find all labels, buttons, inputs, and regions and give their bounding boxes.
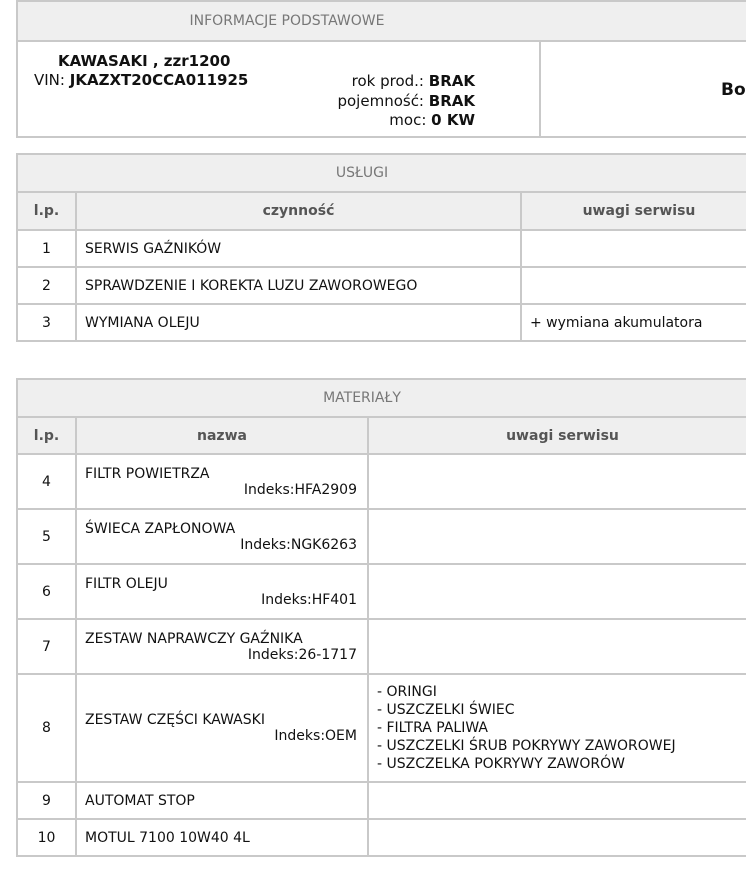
vin-line: [34, 71, 248, 89]
moc-value: 0 KW: [431, 111, 475, 129]
row-lp: 10: [17, 819, 76, 856]
table-row: [17, 564, 746, 619]
row-name: [76, 564, 368, 619]
rok-label: rok prod.:: [351, 72, 424, 90]
table-row: [17, 304, 746, 341]
table-row: [17, 230, 746, 267]
row-note: [521, 267, 746, 304]
material-index: Indeks:HF401: [261, 591, 357, 608]
col-czynnosc: czynność: [76, 192, 521, 230]
poj-value: BRAK: [428, 91, 475, 110]
col-lp: l.p.: [17, 417, 76, 454]
row-lp: 2: [17, 267, 76, 304]
table-row: [17, 782, 746, 819]
vehicle-specs: [337, 72, 475, 131]
row-name: [76, 619, 368, 674]
row-name: [76, 674, 368, 782]
row-lp: 1: [17, 230, 76, 267]
materialy-header: [17, 379, 746, 417]
row-note: [368, 454, 746, 509]
row-name: WYMIANA OLEJU: [76, 304, 521, 341]
note-line: - FILTRA PALIWA: [377, 720, 489, 736]
table-row: [17, 509, 746, 564]
row-lp: 9: [17, 782, 76, 819]
table-row: [17, 619, 746, 674]
row-note: [368, 782, 746, 819]
table-row: [17, 267, 746, 304]
row-name: SPRAWDZENIE I KOREKTA LUZU ZAWOROWEGO: [76, 267, 521, 304]
info-table: [16, 0, 746, 138]
material-name: ŚWIECA ZAPŁONOWA: [85, 520, 236, 537]
row-name: [76, 454, 368, 509]
materialy-header-label: MATERIAŁY: [323, 390, 401, 406]
col-lp: l.p.: [17, 192, 76, 230]
note-line: - ORINGI: [377, 684, 437, 700]
info-header: [17, 1, 746, 41]
material-index: Indeks:NGK6263: [240, 536, 357, 553]
vehicle-name: KAWASAKI , zzr1200: [58, 52, 231, 70]
info-right-cell: [540, 41, 746, 137]
vehicle-cell: [17, 41, 540, 137]
material-name: ZESTAW CZĘŚCI KAWASKI: [85, 712, 265, 728]
table-row: [17, 674, 746, 782]
material-name: ZESTAW NAPRAWCZY GAŹNIKA: [85, 630, 303, 647]
row-note: [368, 819, 746, 856]
col-nazwa: nazwa: [76, 417, 368, 454]
row-note: + wymiana akumulatora: [521, 304, 746, 341]
row-name: AUTOMAT STOP: [76, 782, 368, 819]
material-name: FILTR OLEJU: [85, 575, 168, 592]
note-line: - USZCZELKI ŚRUB POKRYWY ZAWOROWEJ: [377, 738, 676, 754]
row-lp: 8: [17, 674, 76, 782]
rok-value: BRAK: [428, 72, 475, 90]
note-line: - USZCZELKA POKRYWY ZAWORÓW: [377, 756, 625, 772]
row-note: [368, 509, 746, 564]
info-header-label: INFORMACJE PODSTAWOWE: [189, 13, 385, 29]
row-lp: 4: [17, 454, 76, 509]
uslugi-header: [17, 154, 746, 192]
row-lp: 7: [17, 619, 76, 674]
row-note: [368, 619, 746, 674]
material-name: FILTR POWIETRZA: [85, 465, 210, 482]
material-index: Indeks:OEM: [274, 728, 357, 744]
material-index: Indeks:26-1717: [247, 646, 357, 663]
col-uwagi: uwagi serwisu: [521, 192, 746, 230]
row-name: SERWIS GAŹNIKÓW: [76, 230, 521, 267]
table-row: [17, 454, 746, 509]
table-row: [17, 819, 746, 856]
row-name: [76, 509, 368, 564]
col-uwagi: uwagi serwisu: [368, 417, 746, 454]
vin-label: VIN:: [34, 71, 65, 89]
row-lp: 3: [17, 304, 76, 341]
row-lp: 5: [17, 509, 76, 564]
note-line: - USZCZELKI ŚWIEC: [377, 702, 515, 718]
info-right-fragment: Bo: [721, 80, 746, 100]
material-index: Indeks:HFA2909: [243, 481, 357, 498]
uslugi-header-label: USŁUGI: [335, 165, 389, 181]
row-note: [521, 230, 746, 267]
vin-value: JKAZXT20CCA011925: [69, 71, 249, 89]
row-note: [368, 564, 746, 619]
poj-label: pojemność:: [337, 91, 424, 110]
moc-label: moc:: [389, 111, 427, 129]
row-name: MOTUL 7100 10W40 4L: [76, 819, 368, 856]
uslugi-table: [16, 153, 746, 342]
row-lp: 6: [17, 564, 76, 619]
materialy-table: [16, 378, 746, 857]
row-note: [368, 674, 746, 782]
